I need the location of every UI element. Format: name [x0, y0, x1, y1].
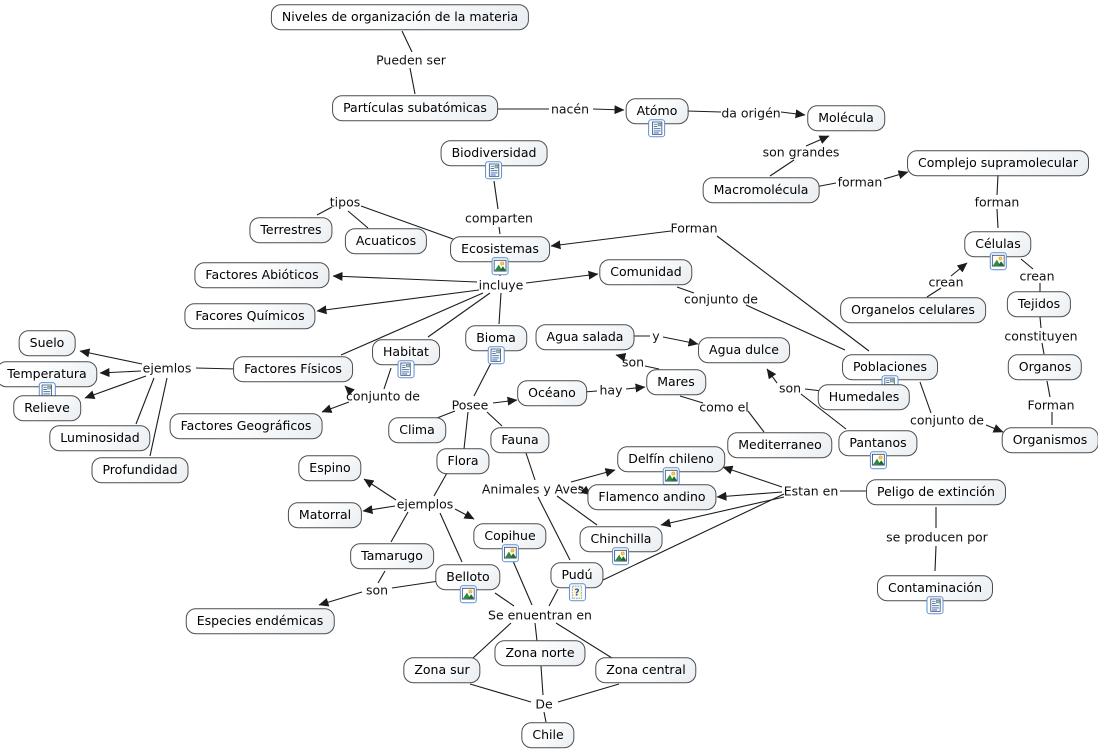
linking-phrase-constituyen[interactable]: constituyen [1004, 328, 1078, 344]
concept-peligo[interactable]: Peligo de extinción [866, 479, 1006, 505]
connection-line [378, 571, 385, 583]
concept-flamenco[interactable]: Flamenco andino [587, 484, 716, 510]
linking-phrase-y[interactable]: y [652, 328, 660, 344]
concept-bioma[interactable]: Bioma [465, 325, 527, 351]
connection-line [935, 546, 936, 571]
connection-line [723, 467, 782, 487]
concept-organelos[interactable]: Organelos celulares [840, 297, 986, 323]
linking-phrase-da_origen[interactable]: da origén [721, 105, 781, 121]
linking-phrase-ejemplos_flora[interactable]: ejemplos [396, 496, 454, 512]
connection-line [1042, 343, 1044, 354]
picture-resource-icon[interactable] [501, 544, 518, 562]
concept-especies[interactable]: Especies endémicas [186, 608, 335, 634]
connection-line [549, 589, 558, 606]
concept-flora[interactable]: Flora [436, 448, 489, 474]
picture-resource-icon[interactable] [990, 252, 1007, 270]
connection-line [1040, 317, 1041, 328]
concept-chile[interactable]: Chile [521, 722, 574, 748]
concept-celulas[interactable]: Células [964, 231, 1031, 257]
linking-phrase-incluye[interactable]: incluye [478, 277, 524, 293]
connection-line [150, 378, 167, 456]
linking-phrase-se_producen_por[interactable]: se producen por [886, 529, 988, 545]
picture-resource-icon[interactable] [459, 585, 476, 603]
connection-line [470, 684, 531, 702]
concept-belloto[interactable]: Belloto [435, 564, 500, 590]
connection-line [767, 369, 777, 383]
concept-temperatura[interactable]: Temperatura [0, 361, 98, 387]
connection-line [770, 160, 794, 176]
concept-tejidos[interactable]: Tejidos [1007, 291, 1071, 317]
concept-comunidad[interactable]: Comunidad [599, 259, 692, 285]
connection-line [499, 227, 500, 234]
svg-text:?: ? [574, 587, 580, 599]
connection-line [392, 581, 439, 588]
picture-resource-icon[interactable] [491, 257, 508, 275]
connection-line [434, 473, 447, 496]
concept-relieve[interactable]: Relieve [13, 395, 81, 421]
linking-phrase-como_el[interactable]: como el [699, 399, 749, 415]
concept-tamarugo[interactable]: Tamarugo [350, 543, 434, 569]
connection-line [363, 506, 395, 511]
linking-phrase-conjunto_poblaciones[interactable]: conjunto de [910, 412, 984, 428]
concept-ecosistemas[interactable]: Ecosistemas [450, 236, 550, 262]
concept-niveles[interactable]: Niveles de organización de la materia [271, 4, 529, 30]
concept-particulas[interactable]: Partículas subatómicas [332, 95, 498, 121]
concept-f_geograficos[interactable]: Factores Geográficos [170, 413, 323, 439]
document-resource-icon[interactable] [649, 119, 666, 137]
linking-phrase-son_mares[interactable]: son [621, 354, 645, 370]
connection-line [317, 290, 479, 311]
linking-phrase-pueden_ser[interactable]: Pueden ser [376, 52, 446, 68]
picture-resource-icon[interactable] [612, 547, 629, 565]
linking-phrase-crean_celulas[interactable]: crean [1019, 268, 1055, 284]
linking-phrase-animales_y_aves[interactable]: Animales y Aves [481, 481, 585, 497]
connection-line [513, 561, 532, 605]
picture-resource-icon[interactable] [663, 467, 680, 485]
linking-phrase-son_endemicas[interactable]: son [365, 582, 389, 598]
concept-organos[interactable]: Organos [1008, 354, 1082, 380]
linking-phrase-conjunto_comunidad[interactable]: conjunto de [684, 291, 758, 307]
concept-profundidad[interactable]: Profundidad [91, 457, 188, 483]
connection-line [626, 387, 645, 389]
concept-copihue[interactable]: Copihue [473, 523, 546, 549]
concept-complejo[interactable]: Complejo supramolecular [907, 150, 1089, 176]
connection-line [687, 111, 721, 112]
linking-phrase-comparten[interactable]: comparten [465, 210, 533, 226]
connection-line [541, 666, 543, 695]
connection-line [717, 492, 782, 497]
concept-chinchilla[interactable]: Chinchilla [580, 526, 663, 552]
connection-line [558, 684, 619, 702]
linking-phrase-conjunto_habitat[interactable]: conjunto de [346, 388, 420, 404]
concept-zona_norte[interactable]: Zona norte [494, 640, 585, 666]
concept-delfin[interactable]: Delfín chileno [617, 446, 725, 472]
concept-clima[interactable]: Clima [388, 417, 446, 443]
picture-resource-icon[interactable] [869, 451, 886, 469]
connection-line [196, 368, 236, 369]
connection-line [474, 363, 491, 396]
concept-agua_salada[interactable]: Agua salada [536, 324, 635, 350]
connection-line [493, 400, 517, 403]
linking-phrase-son_grandes[interactable]: son grandes [762, 144, 840, 160]
connection-line [100, 371, 141, 373]
concept-molecula[interactable]: Molécula [807, 105, 885, 131]
concept-zona_sur[interactable]: Zona sur [403, 657, 480, 683]
connection-line [884, 172, 908, 179]
concept-atomo[interactable]: Atómo [626, 98, 689, 124]
linking-phrase-son_humedales[interactable]: son [778, 380, 802, 396]
document-resource-icon[interactable] [398, 360, 415, 378]
linking-phrase-se_enuentran_en[interactable]: Se enuentran en [488, 607, 592, 623]
connection-line [348, 211, 368, 228]
question-resource-icon[interactable] [568, 583, 585, 601]
connection-line [322, 402, 349, 412]
connection-line [663, 337, 698, 344]
concept-fauna[interactable]: Fauna [490, 427, 549, 453]
concept-agua_dulce[interactable]: Agua dulce [698, 337, 790, 363]
connection-line [997, 175, 998, 195]
connection-line [410, 68, 415, 94]
concept-terrestres[interactable]: Terrestres [249, 217, 332, 243]
connection-line [487, 412, 502, 426]
connection-line [455, 509, 474, 519]
linking-phrase-nacen[interactable]: nacén [550, 101, 590, 117]
concept-contaminacion[interactable]: Contaminación [877, 575, 993, 601]
concept-pantanos[interactable]: Pantanos [838, 430, 917, 456]
connection-line [364, 479, 396, 500]
linking-phrase-posee[interactable]: Posee [451, 397, 489, 413]
linking-phrase-hay[interactable]: hay [599, 382, 623, 398]
concept-f_quimicos[interactable]: Facores Químicos [184, 303, 315, 329]
linking-phrase-forman_complejo[interactable]: forman [974, 194, 1020, 210]
concept-humedales[interactable]: Humedales [818, 384, 910, 410]
concept-habitat[interactable]: Habitat [372, 339, 440, 365]
connection-line [440, 513, 462, 562]
connection-line [384, 368, 391, 389]
linking-phrase-forman_organos[interactable]: Forman [1027, 397, 1075, 413]
connection-line [136, 378, 154, 424]
connection-line [997, 209, 998, 228]
concept-matorral[interactable]: Matorral [288, 502, 362, 528]
connection-line [986, 425, 1003, 432]
connection-line [535, 623, 537, 641]
concept-mares[interactable]: Mares [646, 369, 706, 395]
connection-line [494, 181, 498, 209]
linking-phrase-de[interactable]: De [535, 696, 553, 712]
linking-phrase-ejemlos[interactable]: ejemlos [142, 360, 192, 376]
connection-line [526, 274, 598, 283]
connection-line [526, 453, 535, 480]
concept-poblaciones[interactable]: Poblaciones [842, 354, 938, 380]
linking-phrase-crean_organelos[interactable]: crean [928, 274, 964, 290]
connection-line [551, 231, 671, 246]
connection-line [748, 411, 764, 432]
linking-phrase-tipos[interactable]: tipos [329, 194, 361, 210]
concept-espino[interactable]: Espino [298, 455, 361, 481]
linking-phrase-forman_macro[interactable]: forman [837, 174, 883, 190]
concept-organismos[interactable]: Organismos [1002, 427, 1098, 453]
concept-f_fisicos[interactable]: Factores Físicos [233, 356, 353, 382]
concept-acuaticos[interactable]: Acuaticos [345, 228, 427, 254]
connection-line [499, 293, 501, 324]
concept-pudu[interactable]: Pudú ? [550, 562, 603, 588]
concept-luminosidad[interactable]: Luminosidad [49, 425, 150, 451]
linking-phrase-estan_en[interactable]: Estan en [783, 483, 839, 499]
concept-zona_central[interactable]: Zona central [595, 657, 696, 683]
connection-line [464, 412, 468, 449]
connection-line [593, 109, 624, 110]
linking-phrase-forman_poblaciones[interactable]: Forman [670, 220, 718, 236]
connection-line [1047, 381, 1050, 397]
connection-line [402, 31, 412, 52]
connection-line [1021, 259, 1033, 269]
document-resource-icon[interactable] [926, 596, 943, 614]
concept-macromolecula[interactable]: Macromolécula [703, 177, 820, 203]
concept-oceano[interactable]: Océano [517, 380, 587, 406]
connection-line [319, 592, 362, 605]
connection-line [781, 112, 805, 115]
document-resource-icon[interactable] [485, 161, 502, 179]
connection-line [544, 712, 546, 722]
document-resource-icon[interactable] [487, 346, 504, 364]
concept-f_abioticos[interactable]: Factores Abióticos [194, 262, 329, 288]
connection-line [333, 276, 477, 282]
connection-line [391, 512, 408, 542]
concept-suelo[interactable]: Suelo [19, 330, 76, 356]
connection-line [571, 470, 615, 482]
concept-biodiversidad[interactable]: Biodiversidad [441, 140, 548, 166]
connection-line [920, 382, 931, 413]
concept-mediterraneo[interactable]: Mediterraneo [727, 432, 832, 458]
connection-line [495, 593, 514, 606]
